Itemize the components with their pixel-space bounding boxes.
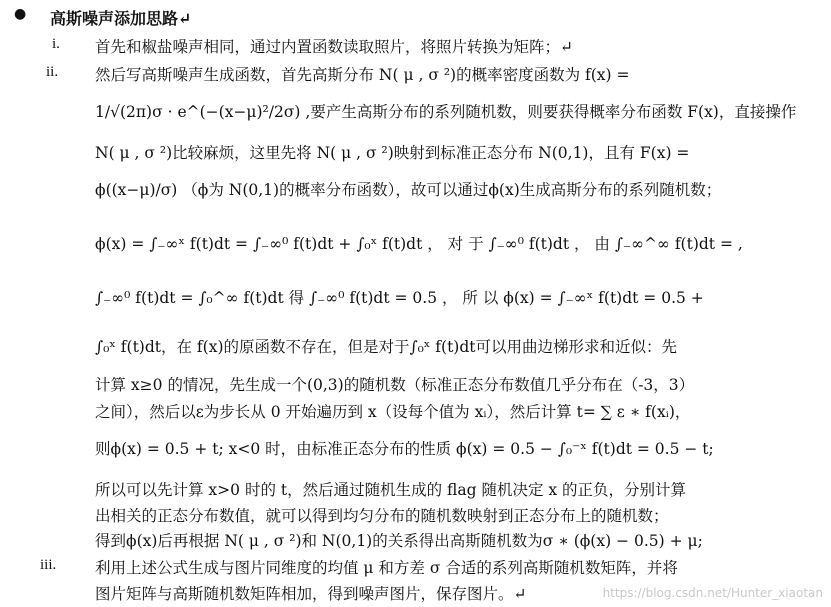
item-ii-line-11: 所以可以先计算 x>0 时的 t，然后通过随机生成的 flag 随机决定 x 的正负，分别计算 (95, 481, 687, 499)
item-numeral-ii: ii. (46, 64, 59, 80)
bullet-icon: ● (14, 6, 27, 22)
item-numeral-i: i. (52, 36, 60, 52)
item-ii-line-9: 之间），然后以ε为步长从 0 开始遍历到 x（设每个值为 xᵢ），然后计算 t= ∑ ε ∗ f(xᵢ)， (95, 403, 691, 421)
section-title: 高斯噪声添加思路↵ (50, 9, 192, 28)
item-ii-line-7: ∫₀ˣ f(t)dt，在 f(x)的原函数不存在，但是对于∫₀ˣ f(t)dt可以用曲边梯形求和近似：先 (95, 338, 677, 356)
item-ii-line-8: 计算 x≥0 的情况，先生成一个(0,3)的随机数（标准正态分布数值几乎分布在（-3，3） (95, 376, 695, 394)
item-iii-line-1: 利用上述公式生成与图片同维度的均值 μ 和方差 σ 合适的系列高斯随机数矩阵，并将 (95, 559, 678, 577)
item-ii-line-4: ϕ((x−μ)/σ) （ϕ为 N(0,1)的概率分布函数），故可以通过ϕ(x)生成高斯分布的系列随机数； (95, 181, 722, 199)
item-ii-line-10: 则ϕ(x) = 0.5 + t; x<0 时，由标准正态分布的性质 ϕ(x) = 0.5 − ∫₀⁻ˣ f(t)dt = 0.5 − t; (95, 440, 714, 458)
item-ii-line-1: 然后写高斯噪声生成函数，首先高斯分布 N( μ , σ ²)的概率密度函数为 f(x) = (95, 66, 630, 84)
item-ii-line-3: N( μ , σ ²)比较麻烦，这里先将 N( μ , σ ²)映射到标准正态分布 N(0,1)，且有 F(x) = (95, 144, 690, 162)
item-i-line-1: 首先和椒盐噪声相同，通过内置函数读取照片，将照片转换为矩阵；↵ (95, 38, 573, 56)
item-numeral-iii: iii. (40, 557, 57, 573)
watermark: https://blog.csdn.net/Hunter_xiaotan (602, 586, 823, 600)
item-ii-line-6: ∫₋∞⁰ f(t)dt = ∫₀^∞ f(t)dt 得 ∫₋∞⁰ f(t)dt = 0.5 ， 所 以 ϕ(x) = ∫₋∞ˣ f(t)dt = 0.5 + (95, 289, 704, 307)
item-ii-line-5: ϕ(x) = ∫₋∞ˣ f(t)dt = ∫₋∞⁰ f(t)dt + ∫₀ˣ f(t)dt ， 对 于 ∫₋∞⁰ f(t)dt ， 由 ∫₋∞^∞ f(t)dt = , (95, 235, 743, 253)
item-iii-line-2: 图片矩阵与高斯随机数矩阵相加，得到噪声图片，保存图片。↵ (95, 585, 527, 603)
item-ii-line-12: 出相关的正态分布数值，就可以得到均匀分布的随机数映射到正态分布上的随机数； (95, 507, 669, 525)
item-ii-line-13: 得到ϕ(x)后再根据 N( μ , σ ²)和 N(0,1)的关系得出高斯随机数为σ ∗ (ϕ(x) − 0.5) + μ; (95, 532, 703, 550)
item-ii-line-2: 1/√(2π)σ · e^(−(x−μ)²/2σ) ,要产生高斯分布的系列随机数，则要获得概率分布函数 F(x)，直接操作 (95, 103, 797, 121)
